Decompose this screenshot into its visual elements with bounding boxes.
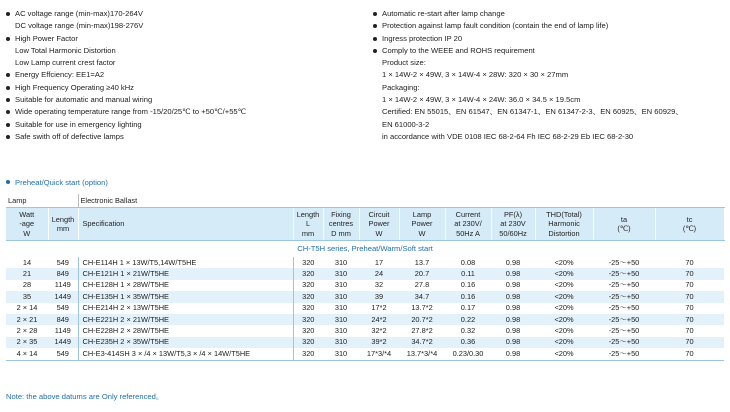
- cell-specification: CH-E228H 2 × 28W/T5HE: [78, 325, 293, 336]
- cell-ta: -25～+50: [593, 257, 655, 269]
- cell-specification: CH-E3-414SH 3 × /4 × 13W/T5,3 × /4 × 14W/T5HE: [78, 348, 293, 360]
- cell-power-factor: 0.98: [491, 257, 535, 269]
- cell-ballast-length: 320: [293, 268, 323, 279]
- feature-list-left: [6, 8, 366, 143]
- preheat-option-label: [6, 178, 108, 187]
- bullet-icon: [373, 12, 377, 16]
- cell-circuit-power: 17: [359, 257, 399, 269]
- table-group-row: [6, 194, 724, 208]
- table-row: [6, 348, 724, 360]
- cell-current: 0.11: [445, 268, 491, 279]
- cell-fixing-centres: 310: [323, 291, 359, 302]
- cell-tc: 70: [655, 325, 724, 336]
- cell-lamp-power: 27.8: [399, 280, 445, 291]
- feature-list-right: [373, 8, 728, 143]
- cell-ballast-length: 320: [293, 291, 323, 302]
- table-row: [6, 280, 724, 291]
- spec-table: [6, 194, 725, 361]
- feature-text: 1 × 14W-2 × 49W, 3 × 14W-4 × 28W: 320 × 30 × 27mm: [382, 70, 569, 80]
- cell-circuit-power: 17*3/*4: [359, 348, 399, 360]
- column-header-ballast-length: Length L mm: [293, 208, 323, 241]
- feature-text: Wide operating temperature range from -15/20/25℃ to +50℃/+55℃: [15, 107, 247, 117]
- feature-text: Ingress protection IP 20: [382, 33, 463, 43]
- cell-ta: -25～+50: [593, 291, 655, 302]
- feature-item: [373, 8, 728, 20]
- cell-power-factor: 0.98: [491, 303, 535, 314]
- table-row: [6, 291, 724, 302]
- cell-ta: -25～+50: [593, 314, 655, 325]
- cell-lamp-length: 1449: [48, 337, 78, 348]
- cell-ta: -25～+50: [593, 280, 655, 291]
- cell-current: 0.36: [445, 337, 491, 348]
- feature-text: in accordance with VDE 0108 IEC 68-2-64 Fh IEC 68-2-29 Eb IEC 68-2-30: [382, 131, 634, 141]
- feature-text: Certified: EN 55015、EN 61547、EN 61347-1、EN 61347-2-3、EN 60925、EN 60929、: [382, 107, 683, 117]
- cell-power-factor: 0.98: [491, 337, 535, 348]
- cell-lamp-power: 13.7: [399, 257, 445, 269]
- bullet-icon: [6, 86, 10, 90]
- cell-specification: CH-E221H 2 × 21W/T5HE: [78, 314, 293, 325]
- cell-thd: <20%: [535, 268, 593, 279]
- feature-item: [373, 106, 728, 118]
- feature-item: [373, 131, 728, 143]
- cell-power-factor: 0.98: [491, 280, 535, 291]
- cell-fixing-centres: 310: [323, 337, 359, 348]
- cell-ta: -25～+50: [593, 325, 655, 336]
- feature-text: Automatic re-start after lamp change: [382, 9, 505, 18]
- feature-text: Low Total Harmonic Distortion: [15, 45, 116, 55]
- cell-tc: 70: [655, 303, 724, 314]
- feature-text: Suitable for use in emergency lighting: [15, 119, 142, 129]
- feature-item: [6, 119, 366, 131]
- cell-specification: CH-E121H 1 × 21W/T5HE: [78, 268, 293, 279]
- cell-thd: <20%: [535, 325, 593, 336]
- table-row: [6, 337, 724, 348]
- column-header-lamp-length: Length mm: [48, 208, 78, 241]
- cell-fixing-centres: 310: [323, 325, 359, 336]
- feature-item: [6, 106, 366, 118]
- cell-current: 0.23/0.30: [445, 348, 491, 360]
- feature-item: [6, 33, 366, 45]
- feature-item: [373, 20, 728, 32]
- cell-lamp-power: 20.7*2: [399, 314, 445, 325]
- cell-ballast-length: 320: [293, 348, 323, 360]
- feature-item: [6, 20, 366, 32]
- cell-power-factor: 0.98: [491, 314, 535, 325]
- cell-ta: -25～+50: [593, 268, 655, 279]
- cell-ballast-length: 320: [293, 325, 323, 336]
- cell-ta: -25～+50: [593, 303, 655, 314]
- cell-lamp-length: 1149: [48, 280, 78, 291]
- cell-power-factor: 0.98: [491, 268, 535, 279]
- cell-fixing-centres: 310: [323, 268, 359, 279]
- feature-item: [373, 69, 728, 81]
- feature-text: DC voltage range (min-max)198-276V: [15, 21, 144, 31]
- table-row: [6, 303, 724, 314]
- bullet-icon: [6, 12, 10, 16]
- cell-specification: CH-E135H 1 × 35W/T5HE: [78, 291, 293, 302]
- cell-power-factor: 0.98: [491, 325, 535, 336]
- bullet-icon: [373, 37, 377, 41]
- feature-list-section: [0, 8, 730, 178]
- cell-lamp-power: 34.7*2: [399, 337, 445, 348]
- feature-text: Comply to the WEEE and ROHS requirement: [382, 45, 535, 55]
- feature-item: [6, 94, 366, 106]
- bullet-icon: [373, 49, 377, 53]
- cell-tc: 70: [655, 257, 724, 269]
- column-header-tc: tc (℃): [655, 208, 724, 241]
- cell-lamp-power: 13.7*2: [399, 303, 445, 314]
- cell-thd: <20%: [535, 348, 593, 360]
- cell-fixing-centres: 310: [323, 314, 359, 325]
- cell-thd: <20%: [535, 257, 593, 269]
- cell-thd: <20%: [535, 314, 593, 325]
- cell-fixing-centres: 310: [323, 303, 359, 314]
- cell-lamp-length: 849: [48, 268, 78, 279]
- feature-item: [373, 82, 728, 94]
- cell-wattage: 2 × 21: [6, 314, 48, 325]
- cell-current: 0.16: [445, 280, 491, 291]
- feature-text: Energy Effciency: EE1=A2: [15, 70, 105, 80]
- cell-specification: CH-E128H 1 × 28W/T5HE: [78, 280, 293, 291]
- feature-text: High Frequency Operating ≥40 kHz: [15, 82, 134, 92]
- cell-lamp-power: 27.8*2: [399, 325, 445, 336]
- cell-thd: <20%: [535, 337, 593, 348]
- cell-circuit-power: 24: [359, 268, 399, 279]
- cell-tc: 70: [655, 280, 724, 291]
- cell-current: 0.22: [445, 314, 491, 325]
- column-header-wattage: Watt -age W: [6, 208, 48, 241]
- column-header-current: Current at 230V/ 50Hz A: [445, 208, 491, 241]
- feature-text: AC voltage range (min-max)170-264V: [15, 9, 143, 18]
- bullet-icon: [6, 180, 10, 184]
- column-header-circuit-power: Circuit Power W: [359, 208, 399, 241]
- cell-lamp-length: 549: [48, 303, 78, 314]
- cell-tc: 70: [655, 314, 724, 325]
- table-row: [6, 325, 724, 336]
- feature-item: [6, 57, 366, 69]
- feature-text: Protection against lamp fault condition (contain the end of lamp life): [382, 21, 609, 31]
- feature-item: [6, 69, 366, 81]
- feature-item: [373, 119, 728, 131]
- feature-text: Suitable for automatic and manual wiring: [15, 95, 153, 105]
- bullet-icon: [6, 37, 10, 41]
- cell-wattage: 2 × 28: [6, 325, 48, 336]
- lamp-group-label: Lamp: [6, 194, 78, 208]
- table-row: [6, 314, 724, 325]
- cell-lamp-power: 13.7*3/*4: [399, 348, 445, 360]
- table-row: [6, 268, 724, 279]
- cell-ballast-length: 320: [293, 314, 323, 325]
- cell-lamp-power: 20.7: [399, 268, 445, 279]
- feature-item: [6, 82, 366, 94]
- table-header-row: [6, 208, 724, 241]
- bullet-icon: [6, 123, 10, 127]
- cell-circuit-power: 39: [359, 291, 399, 302]
- cell-wattage: 35: [6, 291, 48, 302]
- cell-lamp-length: 849: [48, 314, 78, 325]
- cell-wattage: 2 × 14: [6, 303, 48, 314]
- cell-wattage: 2 × 35: [6, 337, 48, 348]
- cell-ta: -25～+50: [593, 348, 655, 360]
- feature-text: Packaging:: [382, 82, 420, 92]
- feature-item: [373, 45, 728, 57]
- feature-item: [6, 8, 366, 20]
- ballast-group-label: Electronic Ballast: [78, 194, 724, 208]
- preheat-text: Preheat/Quick start (option): [15, 178, 108, 187]
- table-row: [6, 257, 724, 269]
- cell-circuit-power: 17*2: [359, 303, 399, 314]
- cell-power-factor: 0.98: [491, 348, 535, 360]
- cell-circuit-power: 32*2: [359, 325, 399, 336]
- feature-text: High Power Factor: [15, 33, 78, 43]
- feature-item: [373, 57, 728, 69]
- column-header-ta: ta (℃): [593, 208, 655, 241]
- column-header-thd: THD(Total) Harmonic Distortion: [535, 208, 593, 241]
- cell-power-factor: 0.98: [491, 291, 535, 302]
- bullet-icon: [6, 135, 10, 139]
- cell-tc: 70: [655, 291, 724, 302]
- feature-text: Low Lamp current crest factor: [15, 58, 116, 68]
- footnote: Note: the above datums are Only referenced。: [6, 392, 164, 401]
- column-header-specification: Specification: [78, 208, 293, 241]
- cell-fixing-centres: 310: [323, 348, 359, 360]
- cell-ballast-length: 320: [293, 280, 323, 291]
- feature-item: [373, 94, 728, 106]
- feature-text: 1 × 14W-2 × 49W, 3 × 14W-4 × 24W: 36.0 × 34.5 × 19.5cm: [382, 95, 581, 105]
- cell-current: 0.17: [445, 303, 491, 314]
- cell-fixing-centres: 310: [323, 257, 359, 269]
- cell-wattage: 4 × 14: [6, 348, 48, 360]
- cell-fixing-centres: 310: [323, 280, 359, 291]
- cell-specification: CH-E114H 1 × 13W/T5,14W/T5HE: [78, 257, 293, 269]
- cell-lamp-length: 1149: [48, 325, 78, 336]
- column-header-fixing-centres: Fixing centres D mm: [323, 208, 359, 241]
- feature-item: [373, 33, 728, 45]
- cell-tc: 70: [655, 268, 724, 279]
- cell-circuit-power: 39*2: [359, 337, 399, 348]
- feature-text: Safe swith off of defective lamps: [15, 131, 124, 141]
- cell-thd: <20%: [535, 291, 593, 302]
- column-header-lamp-power: Lamp Power W: [399, 208, 445, 241]
- cell-lamp-power: 34.7: [399, 291, 445, 302]
- cell-wattage: 28: [6, 280, 48, 291]
- cell-current: 0.16: [445, 291, 491, 302]
- cell-thd: <20%: [535, 280, 593, 291]
- cell-current: 0.32: [445, 325, 491, 336]
- cell-tc: 70: [655, 337, 724, 348]
- cell-wattage: 21: [6, 268, 48, 279]
- feature-text: EN 61000-3-2: [382, 119, 430, 129]
- cell-ballast-length: 320: [293, 337, 323, 348]
- series-title: CH-T5H series, Preheat/Warm/Soft start: [6, 241, 724, 257]
- series-row: [6, 241, 724, 257]
- cell-tc: 70: [655, 348, 724, 360]
- cell-lamp-length: 1449: [48, 291, 78, 302]
- cell-circuit-power: 32: [359, 280, 399, 291]
- feature-item: [6, 45, 366, 57]
- cell-specification: CH-E235H 2 × 35W/T5HE: [78, 337, 293, 348]
- cell-thd: <20%: [535, 303, 593, 314]
- cell-lamp-length: 549: [48, 348, 78, 360]
- cell-ta: -25～+50: [593, 337, 655, 348]
- feature-item: [6, 131, 366, 143]
- cell-ballast-length: 320: [293, 257, 323, 269]
- cell-lamp-length: 549: [48, 257, 78, 269]
- cell-specification: CH-E214H 2 × 13W/T5HE: [78, 303, 293, 314]
- cell-current: 0.08: [445, 257, 491, 269]
- feature-text: Product size:: [382, 58, 426, 68]
- column-header-power-factor: PF(λ) at 230V 50/60Hz: [491, 208, 535, 241]
- cell-circuit-power: 24*2: [359, 314, 399, 325]
- cell-wattage: 14: [6, 257, 48, 269]
- cell-ballast-length: 320: [293, 303, 323, 314]
